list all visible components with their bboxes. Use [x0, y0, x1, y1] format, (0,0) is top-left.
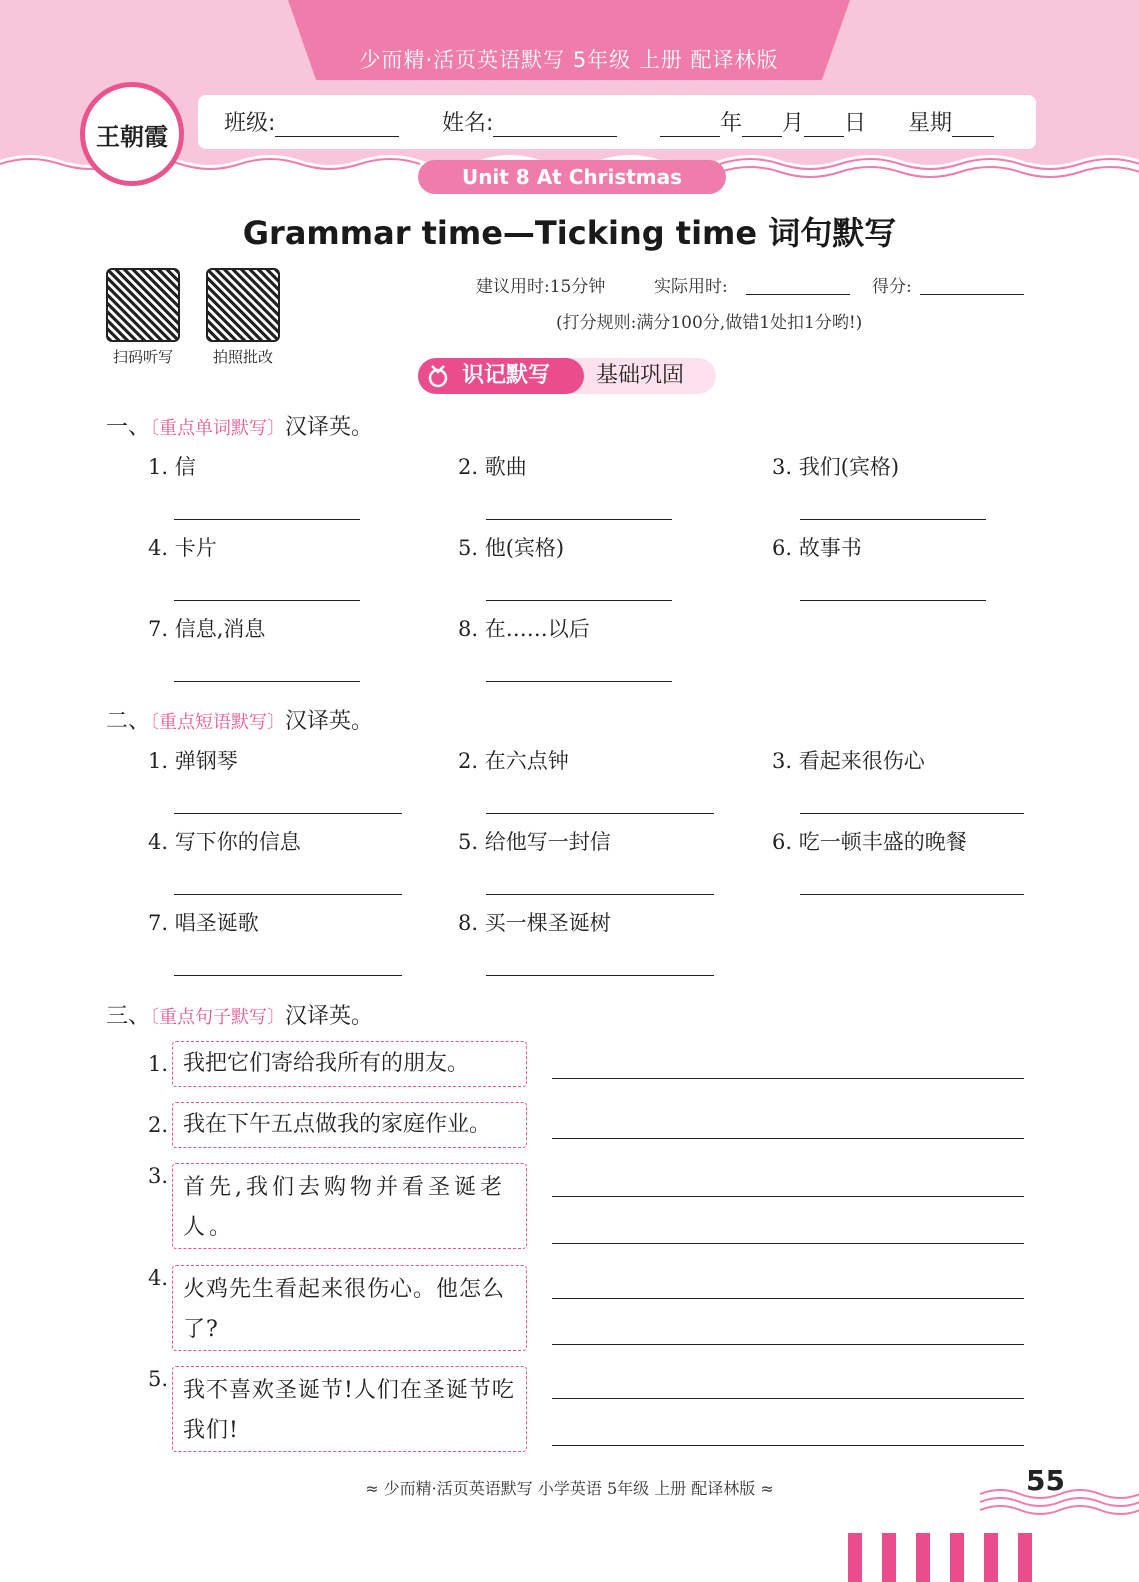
- decor-stripe: [984, 1533, 998, 1582]
- score-blank[interactable]: [920, 294, 1024, 295]
- actual-time-label: 实际用时:: [654, 277, 728, 297]
- sentence-number: 5.: [148, 1367, 169, 1391]
- answer-line[interactable]: [174, 600, 360, 601]
- section3-instruction: 汉译英。: [285, 1004, 374, 1029]
- decor-stripe: [950, 1533, 964, 1582]
- class-label: 班级:: [224, 111, 276, 136]
- day-label: 日: [844, 111, 867, 136]
- date-field[interactable]: [660, 106, 866, 137]
- suggested-time: 建议用时:15分钟: [476, 277, 606, 297]
- name-label: 姓名:: [442, 111, 494, 136]
- weekday-field[interactable]: [908, 106, 994, 137]
- answer-line[interactable]: [174, 813, 402, 814]
- answer-line[interactable]: [552, 1196, 1024, 1197]
- decor-stripe: [848, 1533, 862, 1582]
- footer-text: ≈ 少而精·活页英语默写 小学英语 5年级 上册 配译林版 ≈: [365, 1479, 774, 1498]
- section3-tag: 〔重点句子默写〕: [150, 1007, 286, 1028]
- month-blank[interactable]: [742, 114, 782, 137]
- answer-line[interactable]: [174, 975, 402, 976]
- word-item: 5. 他(宾格): [458, 536, 565, 560]
- decor-stripe: [1018, 1533, 1032, 1582]
- day-blank[interactable]: [804, 114, 844, 137]
- name-blank[interactable]: [493, 114, 617, 137]
- answer-line[interactable]: [552, 1298, 1024, 1299]
- scoring-rule: (打分规则:满分100分,做错1处扣1分哟!): [556, 313, 863, 333]
- class-blank[interactable]: [275, 114, 399, 137]
- answer-line[interactable]: [174, 894, 402, 895]
- decor-stripe: [916, 1533, 930, 1582]
- section1-heading: [106, 410, 373, 441]
- word-item: 2. 歌曲: [458, 455, 527, 479]
- answer-line[interactable]: [486, 894, 714, 895]
- unit-label: Unit 8 At Christmas: [418, 160, 726, 194]
- word-item: 3. 我们(宾格): [772, 455, 900, 479]
- weekday-label: 星期: [908, 111, 953, 136]
- answer-line[interactable]: [552, 1243, 1024, 1244]
- answer-line[interactable]: [552, 1138, 1024, 1139]
- section1-tag: 〔重点单词默写〕: [150, 418, 286, 439]
- answer-line[interactable]: [486, 600, 672, 601]
- phrase-item: 4. 写下你的信息: [148, 830, 301, 854]
- weekday-blank[interactable]: [952, 114, 994, 137]
- year-blank[interactable]: [660, 114, 720, 137]
- badge-secondary: 基础巩固: [596, 363, 685, 388]
- sentence-box: 首先,我们去购物并看圣诞老人。: [172, 1163, 527, 1249]
- section2-tag: 〔重点短语默写〕: [150, 712, 286, 733]
- answer-line[interactable]: [174, 519, 360, 520]
- logo: 王朝霞: [96, 122, 168, 151]
- answer-line[interactable]: [552, 1344, 1024, 1345]
- word-item: 6. 故事书: [772, 536, 862, 560]
- answer-line[interactable]: [486, 681, 672, 682]
- answer-line[interactable]: [800, 519, 986, 520]
- decor-stripe: [882, 1533, 896, 1582]
- phrase-item: 7. 唱圣诞歌: [148, 911, 259, 935]
- answer-line[interactable]: [486, 813, 714, 814]
- phrase-item: 5. 给他写一封信: [458, 830, 611, 854]
- qr-listen-label: 扫码听写: [112, 348, 173, 366]
- answer-line[interactable]: [552, 1398, 1024, 1399]
- month-label: 月: [782, 111, 805, 136]
- year-label: 年: [720, 111, 743, 136]
- section2-prefix: 二、: [106, 709, 151, 734]
- word-item: 8. 在……以后: [458, 617, 590, 641]
- answer-line[interactable]: [800, 600, 986, 601]
- phrase-item: 3. 看起来很伤心: [772, 749, 925, 773]
- qr-grade-icon[interactable]: [206, 268, 280, 342]
- qr-listen-icon[interactable]: [106, 268, 180, 342]
- phrase-item: 2. 在六点钟: [458, 749, 569, 773]
- page-number: 55: [1026, 1464, 1065, 1497]
- sentence-number: 3.: [148, 1164, 169, 1188]
- answer-line[interactable]: [800, 894, 1024, 895]
- section2-instruction: 汉译英。: [285, 709, 374, 734]
- sentence-box: 我不喜欢圣诞节!人们在圣诞节吃我们!: [172, 1366, 527, 1452]
- series-title: 少而精·活页英语默写 5年级 上册 配译林版: [359, 48, 779, 72]
- word-item: 7. 信息,消息: [148, 617, 266, 641]
- sentence-number: 1.: [148, 1052, 169, 1076]
- qr-grade-label: 拍照批改: [212, 348, 273, 366]
- section1-prefix: 一、: [106, 415, 151, 440]
- phrase-item: 8. 买一棵圣诞树: [458, 911, 611, 935]
- answer-line[interactable]: [552, 1445, 1024, 1446]
- word-item: 4. 卡片: [148, 536, 217, 560]
- page-title: Grammar time—Ticking time 词句默写: [242, 214, 897, 252]
- answer-line[interactable]: [486, 975, 714, 976]
- phrase-item: 1. 弹钢琴: [148, 749, 238, 773]
- answer-line[interactable]: [800, 813, 1024, 814]
- section3-prefix: 三、: [106, 1004, 151, 1029]
- section2-heading: [106, 704, 373, 735]
- badge-primary: 识记默写: [418, 358, 584, 394]
- sentence-box: 我在下午五点做我的家庭作业。: [172, 1102, 527, 1148]
- sentence-box: 火鸡先生看起来很伤心。他怎么了?: [172, 1265, 527, 1351]
- section1-instruction: 汉译英。: [285, 415, 374, 440]
- score-label: 得分:: [872, 277, 912, 297]
- section3-heading: [106, 999, 373, 1030]
- actual-time-blank[interactable]: [746, 294, 850, 295]
- word-item: 1. 信: [148, 455, 196, 479]
- medal-icon: [426, 364, 450, 388]
- class-field[interactable]: [224, 106, 399, 137]
- name-field[interactable]: [442, 106, 617, 137]
- answer-line[interactable]: [174, 681, 360, 682]
- sentence-box: 我把它们寄给我所有的朋友。: [172, 1041, 527, 1087]
- sentence-number: 2.: [148, 1113, 169, 1137]
- answer-line[interactable]: [552, 1078, 1024, 1079]
- answer-line[interactable]: [486, 519, 672, 520]
- sentence-number: 4.: [148, 1266, 169, 1290]
- phrase-item: 6. 吃一顿丰盛的晚餐: [772, 830, 967, 854]
